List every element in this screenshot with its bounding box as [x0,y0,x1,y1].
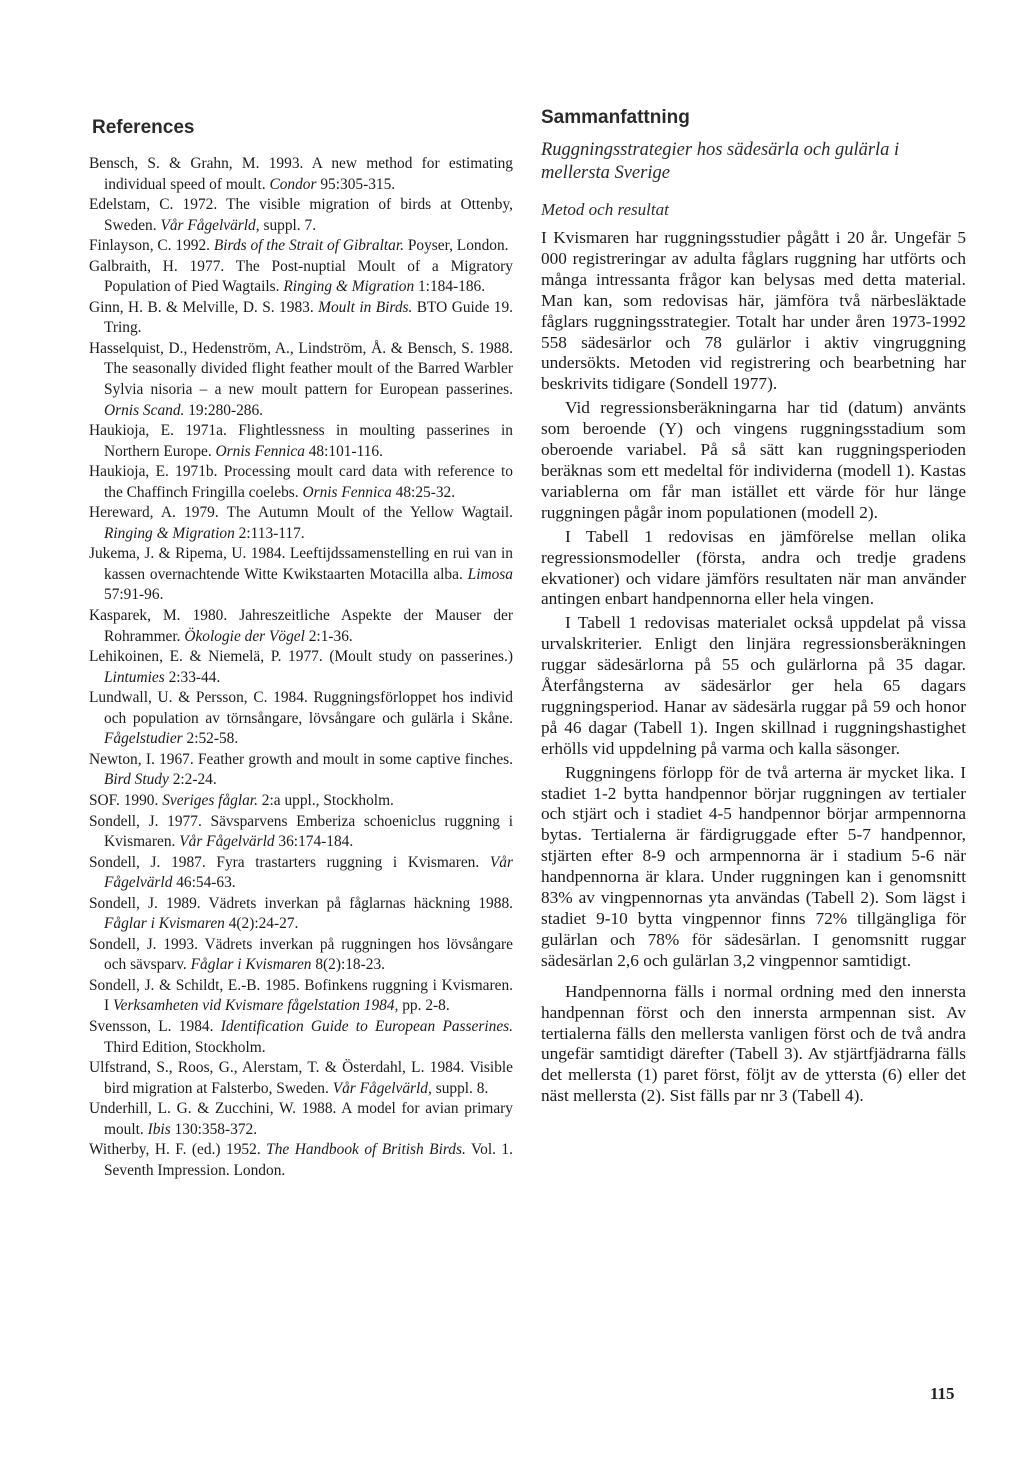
reference-text: Haukioja, E. 1971a. Flightlessness in moulting passerines in Northern Europe. [89,422,513,460]
summary-paragraph: I Kvismaren har ruggningsstudier pågått i 20 år. Ungefär 5 000 registreringar av adulta fåglars ruggning har utförts och många intressanta frågor kan belysas med detta material. Man kan, som redovisas här, jämföra två närbesläktade fåglars ruggningsstrategier. Totalt har under åren 1973-1992 558 sädesärlor och 78 gulärlor i aktiv vingruggning undersökts. Metoden vid registrering och bearbetning har beskrivits tidigare (Sondell 1977). [541,228,966,394]
reference-text: pp. 2-8. [398,997,450,1015]
summary-paragraph: Ruggningens förlopp för de två arterna är mycket lika. I stadiet 1-2 bytta handpennor börjar ruggningen av tertialer och stjärt och i stadiet 4-5 handpennor börjar armpennorna bytas. Tertialerna är färdigruggade efter 5-7 handpennor, stjärten efter 8-9 och armpennorna är i stadium 5-6 när handpennorna är klara. Under ruggningen kan i genomsnitt 83% av vingpennornas yta användas (Tabell 2). Som lägst i stadiet 9-10 bytta vingpennor finns 72% tillgängliga för gulärlan och 78% för sädesärlan. I genomsnitt ruggar sädesärlan 2,6 och gulärlan 3,2 vingpennor samtidigt. [541,762,966,970]
reference-text: Kasparek, M. 1980. Jahreszeitliche Aspekte der Mauser der Rohrammer. [89,607,513,645]
reference-entry [89,647,513,688]
reference-source: Ornis Fennica [215,442,305,460]
reference-entry [89,853,513,894]
reference-source: Fågelstudier [104,730,183,748]
page-number: 115 [930,1384,955,1403]
reference-text: Hasselquist, D., Hedenström, A., Lindström, Å. & Bensch, S. 1988. The seasonally divided flight feather moult of the Barred Warbler Sylvia nisoria – a new moult pattern for European passerines. [89,339,513,399]
reference-source: Ibis [147,1120,171,1138]
reference-entry [89,462,513,503]
reference-text: 4(2):24-27. [224,915,299,933]
reference-text: 48:25-32. [391,483,456,501]
reference-source: Fåglar i Kvismaren [190,956,312,974]
reference-source: Fåglar i Kvismaren [104,915,225,933]
reference-text: Newton, I. 1967. Feather growth and moult in some captive finches. [89,750,513,768]
reference-text: Svensson, L. 1984. [89,1017,221,1035]
reference-text: 57:91-96. [104,586,164,604]
reference-text: 8(2):18-23. [311,956,385,974]
summary-heading: Sammanfattning [541,107,690,128]
reference-source: Sveriges fåglar. [162,791,258,809]
reference-text: Lundwall, U. & Persson, C. 1984. Ruggningsförloppet hos individ och population av törnsångare, lövsångare och gulärla i Skåne. [89,689,513,727]
reference-entry [89,503,513,544]
reference-text: suppl. 7. [259,216,317,234]
reference-entry [89,1099,513,1140]
reference-entry [89,154,513,195]
reference-text: Ginn, H. B. & Melville, D. S. 1983. [89,298,319,316]
reference-text: BTO Guide 19. Tring. [104,298,514,337]
reference-text: 46:54-63. [172,874,236,892]
reference-text: 130:358-372. [170,1120,258,1138]
reference-text: Edelstam, C. 1972. The visible migration of birds at Ottenby, Sweden. [89,196,513,234]
reference-text: Ulfstrand, S., Roos, G., Alerstam, T. & Österdahl, L. 1984. Visible bird migration at Falsterbo, Sweden. [89,1059,513,1097]
reference-source: Lintumies [104,668,165,686]
reference-entry [89,812,513,853]
reference-source: Birds of the Strait of Gibraltar. [213,237,404,255]
reference-entry [89,606,513,647]
reference-text: Jukema, J. & Ripema, U. 1984. Leeftijdssamenstelling en rui van in kassen overnachtende Witte Kwikstaarten Motacilla alba. [89,545,513,583]
reference-source: Condor [269,175,317,193]
reference-source: Ökologie der Vögel [184,627,305,645]
reference-text: Underhill, L. G. & Zucchini, W. 1988. A model for avian primary moult. [89,1100,513,1138]
reference-source: Vår Fågelvärld, [160,216,260,234]
reference-text: Finlayson, C. 1992. [89,237,214,255]
reference-source: Ornis Fennica [302,483,392,501]
reference-entry [89,750,513,791]
reference-text: Bensch, S. & Grahn, M. 1993. A new method for estimating individual speed of moult. [89,155,513,193]
reference-text: 1:184-186. [414,278,486,296]
reference-entry [89,544,513,606]
reference-source: Vår Fågelvärld [179,833,275,851]
reference-text: 2:2-24. [168,771,217,789]
summary-paragraph: Handpennorna fälls i normal ordning med den innersta handpennan först och den innersta armpennan sist. Av tertialerna fälls den mellersta vanligen först och de två andra ungefär samtidigt därefter (Tabell 3). Av stjärtfjädrarna fälls det mellersta (1) paret först, följt av de yttersta (6) eller det näst mellersta (2). Sist fälls par nr 3 (Tabell 4). [541,981,966,1106]
reference-source: The Handbook of British Birds. [266,1141,466,1159]
reference-entry [89,791,513,812]
reference-text: Galbraith, H. 1977. The Post-nuptial Moult of a Migratory Population of Pied Wagtails. [89,257,513,296]
reference-text: 36:174-184. [274,833,354,851]
reference-text: 2:33-44. [164,668,221,686]
reference-entry [89,688,513,750]
summary-paragraph: I Tabell 1 redovisas en jämförelse mellan olika regressionsmodeller (första, andra och tredje gradens ekvationer) och vidare jämförs resultaten när man använder antingen enbart handpennorna eller hela vingen. [541,526,966,609]
reference-text: Lehikoinen, E. & Niemelä, P. 1977. (Moult study on passerines.) [89,648,513,666]
reference-text: Sondell, J. & Schildt, E.-B. 1985. Bofinkens ruggning i Kvismaren. I [89,976,513,1015]
reference-source: Limosa [467,565,513,583]
reference-entry [89,339,513,421]
reference-source: Bird Study [104,771,169,789]
reference-text: Hereward, A. 1979. The Autumn Moult of the Yellow Wagtail. [89,504,513,522]
reference-source: Ringing & Migration [104,524,235,542]
reference-entry [89,1017,513,1058]
summary-subtitle: Ruggningsstrategier hos sädesärla och gulärla i mellersta Sverige [541,140,900,183]
reference-text: 48:101-116. [304,442,383,460]
method-heading: Metod och resultat [541,200,669,219]
reference-text: Sondell, J. 1989. Vädrets inverkan på fåglarnas häckning 1988. [89,894,513,912]
reference-entry [89,976,513,1017]
reference-text: 2:52-58. [182,730,239,748]
reference-text: Third Edition, Stockholm. [104,1038,266,1056]
reference-entry [89,1140,513,1181]
summary-body [541,228,966,1110]
reference-text: suppl. 8. [431,1079,489,1097]
reference-entry [89,257,513,298]
reference-entry [89,894,513,935]
reference-entry [89,935,513,976]
reference-entry [89,1058,513,1099]
reference-source: Ornis Scand. [104,401,185,419]
reference-text: Sondell, J. 1987. Fyra trastarters ruggning i Kvismaren. [89,853,490,871]
reference-source: Moult in Birds. [318,298,413,316]
reference-entry [89,298,513,339]
reference-entry [89,195,513,236]
references-heading: References [92,117,195,138]
reference-text: Vol. 1. Seventh Impression. London. [104,1141,513,1179]
reference-text: 2:113-117. [234,524,305,542]
reference-text: 2:1-36. [304,627,353,645]
reference-text: Haukioja, E. 1971b. Processing moult card data with reference to the Chaffinch Fringilla coelebs. [89,463,513,501]
reference-text: Witherby, H. F. (ed.) 1952. [89,1141,267,1159]
summary-paragraph: Vid regressionsberäkningarna har tid (datum) använts som beroende (Y) och vingens ruggningsstadium som oberoende variabel. På så sätt kan ruggningsperioden beräknas som ett medeltal för individerna (modell 1). Kastas variablerna om får man istället ett värde för hur länge ruggningen pågår inom populationen (modell 2). [541,398,966,522]
reference-text: SOF. 1990. [89,791,163,809]
reference-text: Sondell, J. 1993. Vädrets inverkan på ruggningen hos lövsångare och sävsparv. [89,935,513,974]
reference-text: 95:305-315. [316,175,396,193]
reference-entry [89,236,513,257]
summary-paragraph: I Tabell 1 redovisas materialet också uppdelat på vissa urvalskriterier. Enligt den linjära regressionsberäkningen ruggar sädesärlorna på 55 och gulärlorna på 35 dagar. Återfångsterna av sädesärlor ger hela 65 dagars ruggningsperiod. Hanar av sädesärla ruggar på 59 och honor på 46 dagar (Tabell 1). Ingen skillnad i ruggningshastighet erhölls vid uppdelning på varma och kalla säsonger. [541,613,966,758]
reference-text: Sondell, J. 1977. Sävsparvens Emberiza schoeniclus ruggning i Kvismaren. [89,812,513,851]
reference-source: Vår Fågelvärld [104,853,513,892]
reference-text: 19:280-286. [184,401,264,419]
reference-text: 2:a uppl., Stockholm. [257,791,394,809]
reference-source: Vår Fågelvärld, [332,1079,432,1097]
reference-source: Verksamheten vid Kvismare fågelstation 1984, [112,997,399,1015]
reference-entry [89,421,513,462]
reference-source: Ringing & Migration [283,278,415,296]
reference-text: Poyser, London. [403,237,509,255]
reference-source: Identification Guide to European Passerines. [220,1017,513,1035]
references-list [89,154,513,1181]
